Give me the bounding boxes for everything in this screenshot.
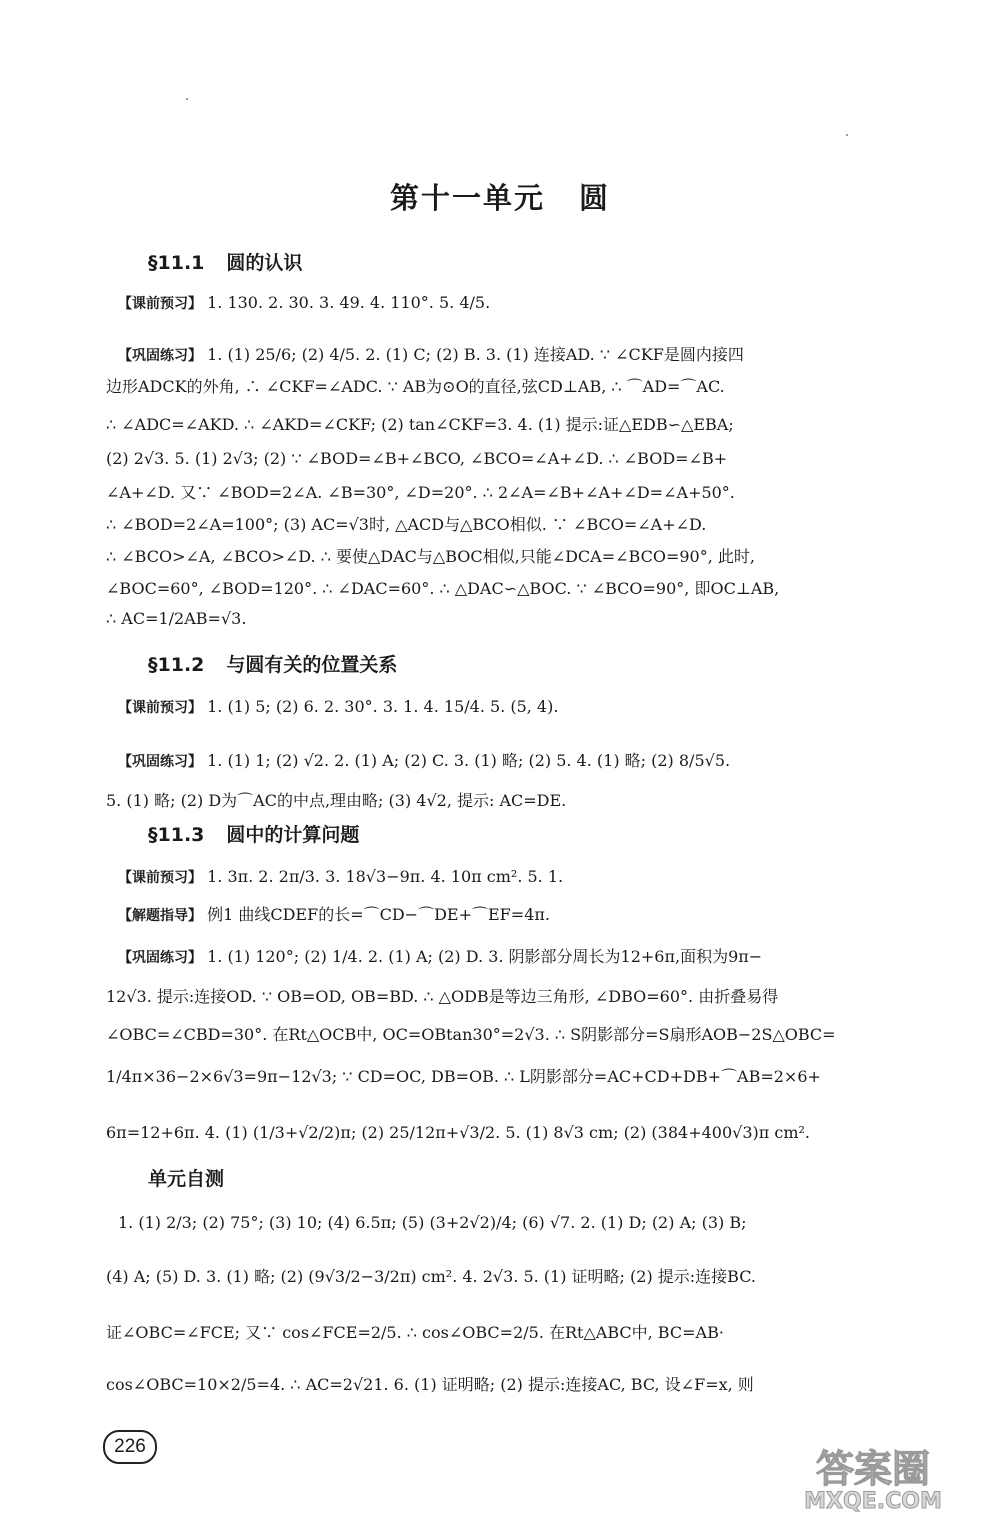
scan-speck — [186, 98, 188, 100]
unit-title — [0, 176, 1000, 217]
answer-line: ∠OBC=∠CBD=30°. 在Rt△OCB中, OC=OBtan30°=2√3. ∴ S阴影部分=S扇形AOB−2S△OBC= — [106, 1025, 836, 1044]
exercise-tag: 【巩固练习】 — [118, 950, 202, 966]
answer-line: ∠BOC=60°, ∠BOD=120°. ∴ ∠DAC=60°. ∴ △DAC∽△BOC. ∵ ∠BCO=90°, 即OC⊥AB, — [106, 579, 780, 598]
answer-line: (4) A; (5) D. 3. (1) 略; (2) (9√3/2−3/2π) cm². 4. 2√3. 5. (1) 证明略; (2) 提示:连接BC. — [106, 1267, 756, 1286]
svg-text:MXQE.COM: MXQE.COM — [804, 1489, 942, 1514]
section-heading-11-3: §11.3 圆中的计算问题 — [148, 824, 360, 846]
answer-line: 边形ADCK的外角, ∴ ∠CKF=∠ADC. ∵ AB为⊙O的直径,弦CD⊥AB, ∴ ⌒AD=⌒AC. — [106, 377, 725, 396]
answer-line: (2) 2√3. 5. (1) 2√3; (2) ∵ ∠BOD=∠B+∠BCO, ∠BCO=∠A+∠D. ∴ ∠BOD=∠B+ — [106, 449, 728, 468]
answer-line: ∴ ∠BCO>∠A, ∠BCO>∠D. ∴ 要使△DAC与△BOC相似,只能∠DCA=∠BCO=90°, 此时, — [106, 547, 755, 566]
answer-line: ∴ ∠BOD=2∠A=100°; (3) AC=√3时, △ACD与△BCO相似. ∵ ∠BCO=∠A+∠D. — [106, 515, 707, 534]
answer-line: 6π=12+6π. 4. (1) (1/3+√2/2)π; (2) 25/12π+√3/2. 5. (1) 8√3 cm; (2) (384+400√3)π cm². — [106, 1123, 810, 1142]
answer-line: ∴ ∠ADC=∠AKD. ∴ ∠AKD=∠CKF; (2) tan∠CKF=3. 4. (1) 提示:证△EDB∽△EBA; — [106, 415, 734, 434]
exercise-tag: 【课前预习】 — [118, 296, 202, 312]
scan-speck — [846, 134, 848, 136]
answer-line: 【课前预习】 1. (1) 5; (2) 6. 2. 30°. 3. 1. 4. 15/4. 5. (5, 4). — [118, 697, 559, 716]
exercise-tag: 【课前预习】 — [118, 700, 202, 716]
page-number: 226 — [103, 1430, 157, 1464]
unit-title-main: 第十一单元 — [389, 181, 545, 215]
answer-line: cos∠OBC=10×2/5=4. ∴ AC=2√21. 6. (1) 证明略; (2) 提示:连接AC, BC, 设∠F=x, 则 — [106, 1375, 754, 1394]
answer-line: ∴ AC=1/2AB=√3. — [106, 609, 247, 628]
section-heading-11-2: §11.2 与圆有关的位置关系 — [148, 654, 398, 676]
watermark-logo — [758, 1444, 988, 1514]
answer-line: 1/4π×36−2×6√3=9π−12√3; ∵ CD=OC, DB=OB. ∴ L阴影部分=AC+CD+DB+⌒AB=2×6+ — [106, 1067, 821, 1086]
answer-line: 【课前预习】 1. 3π. 2. 2π/3. 3. 18√3−9π. 4. 10π cm². 5. 1. — [118, 867, 564, 886]
exercise-tag: 【课前预习】 — [118, 870, 202, 886]
answer-line: 【解题指导】 例1 曲线CDEF的长=⌒CD−⌒DE+⌒EF=4π. — [118, 905, 550, 924]
answer-line: 【巩固练习】 1. (1) 1; (2) √2. 2. (1) A; (2) C. 3. (1) 略; (2) 5. 4. (1) 略; (2) 8/5√5. — [118, 751, 731, 770]
answer-line: 【巩固练习】 1. (1) 120°; (2) 1/4. 2. (1) A; (2) D. 3. 阴影部分周长为12+6π,面积为9π− — [118, 947, 763, 966]
exercise-tag: 【巩固练习】 — [118, 348, 202, 364]
answer-line: 1. (1) 2/3; (2) 75°; (3) 10; (4) 6.5π; (5) (3+2√2)/4; (6) √7. 2. (1) D; (2) A; (3) B; — [118, 1213, 747, 1232]
section-heading-11-1: §11.1 圆的认识 — [148, 252, 303, 274]
answer-line: ∠A+∠D. 又∵ ∠BOD=2∠A. ∠B=30°, ∠D=20°. ∴ 2∠A=∠B+∠A+∠D=∠A+50°. — [106, 483, 735, 502]
unit-title-subject: 圆 — [579, 181, 611, 215]
answer-line: 12√3. 提示:连接OD. ∵ OB=OD, OB=BD. ∴ △ODB是等边三角形, ∠DBO=60°. 由折叠易得 — [106, 987, 779, 1006]
answer-line: 【课前预习】 1. 130. 2. 30. 3. 49. 4. 110°. 5. 4/5. — [118, 293, 491, 312]
answer-line: 5. (1) 略; (2) D为⌒AC的中点,理由略; (3) 4√2, 提示: AC=DE. — [106, 791, 567, 810]
svg-text:答案圈: 答案圈 — [815, 1447, 931, 1491]
exercise-tag: 【巩固练习】 — [118, 754, 202, 770]
answer-line: 证∠OBC=∠FCE; 又∵ cos∠FCE=2/5. ∴ cos∠OBC=2/5. 在Rt△ABC中, BC=AB· — [106, 1323, 724, 1342]
answer-line: 【巩固练习】 1. (1) 25/6; (2) 4/5. 2. (1) C; (2) B. 3. (1) 连接AD. ∵ ∠CKF是圆内接四 — [118, 345, 744, 364]
section-heading-unit-test: 单元自测 — [148, 1168, 225, 1190]
exercise-tag: 【解题指导】 — [118, 908, 202, 924]
